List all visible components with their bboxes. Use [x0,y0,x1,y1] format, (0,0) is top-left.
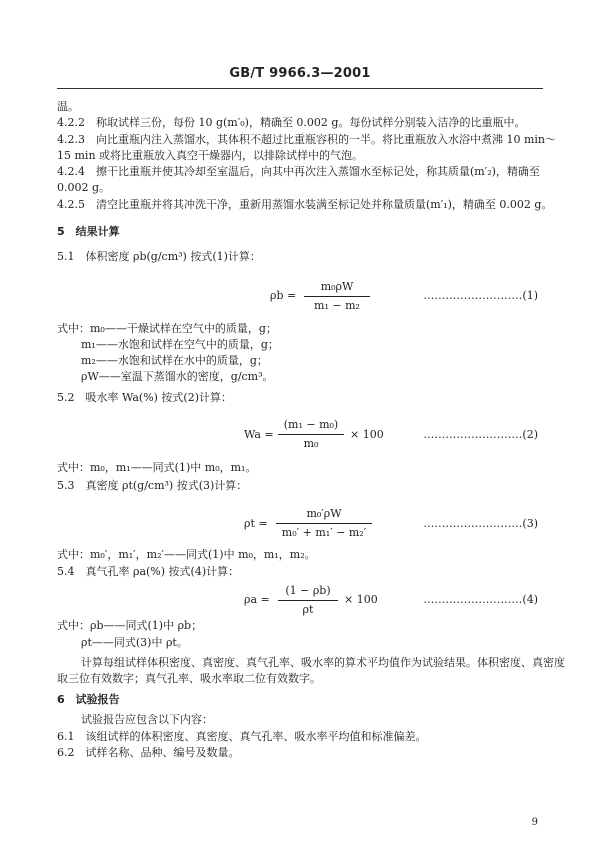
clause-5-2: 5.2 吸水率 Wa(%) 按式(2)计算： [57,391,233,404]
section-6-title: 6 试验报告 [57,693,120,706]
where-2: 式中：m₀，m₁——同式(1)中 m₀，m₁。 [57,461,257,474]
clause-4-2-5: 4.2.5 清空比重瓶并将其冲洗干净，重新用蒸馏水装满至标记处并称量质量(m′₁)，精确至 0.002 g。 [57,198,553,211]
formula-1-denominator: m₁ − m₂ [314,299,360,312]
formula-3-denominator: m₀′ + m₁′ − m₂′ [281,526,367,539]
where-1a: 式中：m₀——干燥试样在空气中的质量，g； [57,322,277,335]
formula-2-lhs: Wa = [244,428,274,441]
report-intro: 试验报告应包含以下内容： [81,713,213,726]
formula-2-number: ………………………(2) [423,428,538,441]
clause-4-2-3: 4.2.3 向比重瓶内注入蒸馏水，其体积不超过比重瓶容积的一半。将比重瓶放入水浴中煮沸 10 min～ [57,133,557,146]
clause-5-4: 5.4 真气孔率 ρa(%) 按式(4)计算： [57,565,240,578]
clause-4-2-4: 4.2.4 擦干比重瓶并使其冷却至室温后，向其中再次注入蒸馏水至标记处，称其质量(m′₂)，精确至 [57,165,540,178]
formula-2-numerator: (m₁ − m₀) [283,418,339,431]
section-5-title: 5 结果计算 [57,225,120,238]
formula-4-number: ………………………(4) [423,593,538,606]
clause-4-2-2: 4.2.2 称取试样三份，每份 10 g(m′₀)，精确至 0.002 g。每份试样分别装入洁净的比重瓶中。 [57,116,526,129]
where-1d: ρW——室温下蒸馏水的密度，g/cm³。 [81,370,274,383]
formula-1-numerator: m₀ρW [320,280,354,293]
text-line: 温。 [57,100,79,113]
where-4b: ρt——同式(3)中 ρt。 [81,636,188,649]
clause-5-1: 5.1 体积密度 ρb(g/cm³) 按式(1)计算： [57,250,261,263]
where-1c: m₂——水饱和试样在水中的质量，g； [81,354,268,367]
formula-1-number: ………………………(1) [423,289,538,302]
formula-3-number: ………………………(3) [423,517,538,530]
formula-4-multiplier: × 100 [344,593,378,606]
clause-6-1: 6.1 该组试样的体积密度、真密度、真气孔率、吸水率平均值和标准偏差。 [57,730,427,743]
header-rule [57,88,543,89]
page-number: 9 [531,817,538,828]
result-paragraph-line-2: 取三位有效数字；真气孔率、吸水率取二位有效数字。 [57,672,321,685]
formula-4-numerator: (1 − ρb) [285,584,331,597]
formula-2-multiplier: × 100 [350,428,384,441]
standard-header: GB/T 9966.3—2001 [229,66,371,81]
fraction-bar [278,434,344,435]
formula-3-numerator: m₀′ρW [306,507,342,520]
where-4a: 式中：ρb——同式(1)中 ρb； [57,619,203,632]
formula-3-lhs: ρt = [244,517,268,530]
where-1b: m₁——水饱和试样在空气中的质量，g； [81,338,279,351]
clause-6-2: 6.2 试样名称、品种、编号及数量。 [57,746,240,759]
text-line: 0.002 g。 [57,181,111,194]
fraction-bar [278,600,338,601]
fraction-bar [304,296,370,297]
fraction-bar [276,523,372,524]
clause-5-3: 5.3 真密度 ρt(g/cm³) 按式(3)计算： [57,479,248,492]
where-3: 式中：m₀′，m₁′，m₂′——同式(1)中 m₀，m₁，m₂。 [57,548,316,561]
formula-4-denominator: ρt [302,603,314,616]
formula-1-lhs: ρb = [270,289,297,302]
text-line: 15 min 或将比重瓶放入真空干燥器内，以排除试样中的气泡。 [57,149,364,162]
formula-4-lhs: ρa = [244,593,270,606]
result-paragraph-line-1: 计算每组试样体积密度、真密度、真气孔率、吸水率的算术平均值作为试验结果。体积密度、真密度 [81,656,565,669]
formula-2-denominator: m₀ [303,437,319,450]
